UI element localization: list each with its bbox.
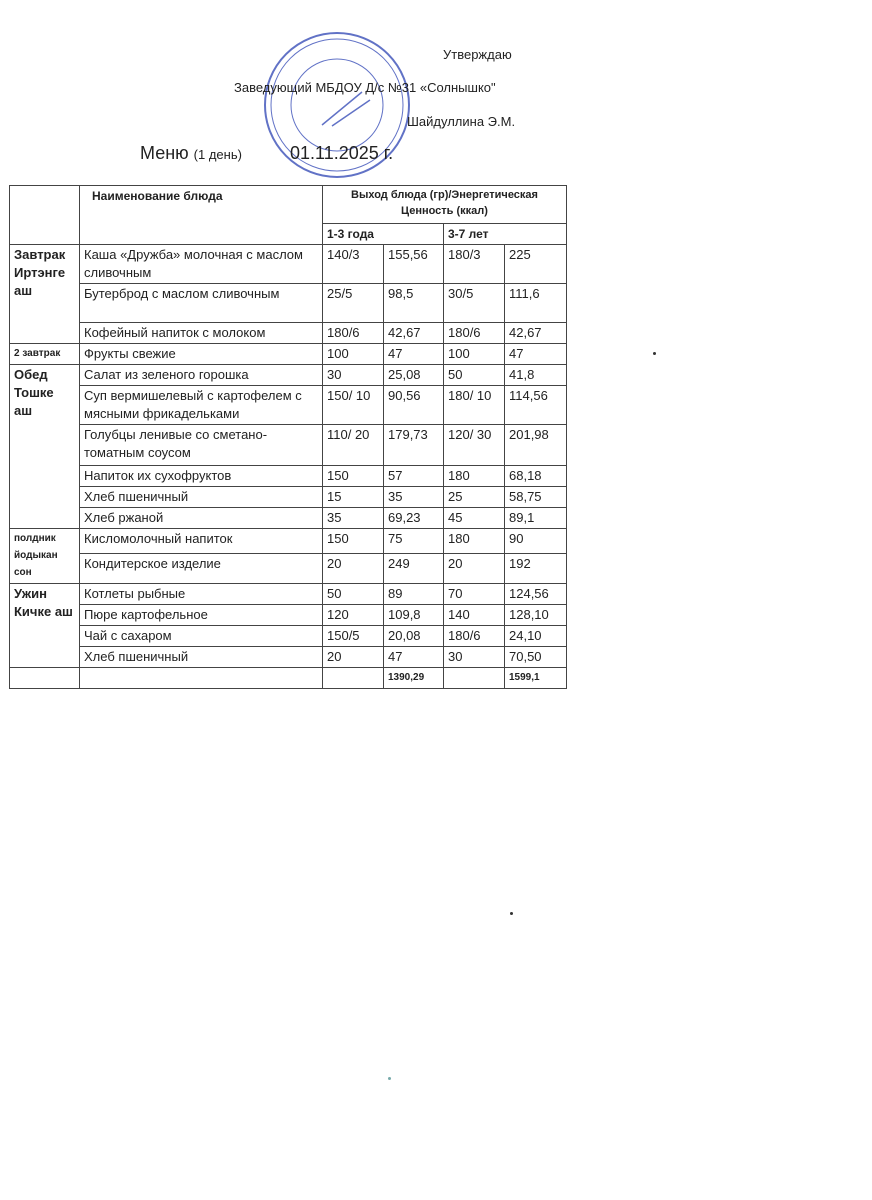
empty-cell <box>323 668 384 689</box>
portion-1-3: 120 <box>323 605 384 626</box>
portion-3-7: 140 <box>444 605 505 626</box>
portion-1-3: 180/6 <box>323 323 384 344</box>
table-row <box>10 466 567 487</box>
kcal-3-7: 42,67 <box>505 323 567 344</box>
kcal-3-7: 124,56 <box>505 584 567 605</box>
portion-1-3: 50 <box>323 584 384 605</box>
table-row <box>10 245 567 284</box>
kcal-1-3: 98,5 <box>384 284 444 323</box>
dish-name: Фрукты свежие <box>80 344 323 365</box>
table-row <box>10 647 567 668</box>
dish-name: Котлеты рыбные <box>80 584 323 605</box>
portion-1-3: 110/ 20 <box>323 425 384 466</box>
kcal-1-3: 179,73 <box>384 425 444 466</box>
column-dish-name: Наименование блюда <box>80 186 323 245</box>
dish-name: Кондитерское изделие <box>80 554 323 584</box>
kcal-1-3: 47 <box>384 647 444 668</box>
dish-name: Чай с сахаром <box>80 626 323 647</box>
kcal-3-7: 41,8 <box>505 365 567 386</box>
kcal-3-7: 111,6 <box>505 284 567 323</box>
portion-3-7: 180/6 <box>444 323 505 344</box>
kcal-1-3: 35 <box>384 487 444 508</box>
kcal-1-3: 89 <box>384 584 444 605</box>
kcal-1-3: 69,23 <box>384 508 444 529</box>
kcal-1-3: 42,67 <box>384 323 444 344</box>
table-row <box>10 386 567 425</box>
portion-1-3: 100 <box>323 344 384 365</box>
empty-cell <box>80 668 323 689</box>
kcal-1-3: 25,08 <box>384 365 444 386</box>
portion-3-7: 180 <box>444 529 505 554</box>
head-name: Шайдуллина Э.М. <box>407 114 516 129</box>
head-position: Заведующий МБДОУ Д/с №31 «Солнышко" <box>234 80 496 95</box>
portion-1-3: 25/5 <box>323 284 384 323</box>
dish-name: Каша «Дружба» молочная с маслом сливочным <box>80 245 323 284</box>
portion-1-3: 20 <box>323 554 384 584</box>
table-row <box>10 425 567 466</box>
portion-3-7: 120/ 30 <box>444 425 505 466</box>
kcal-1-3: 90,56 <box>384 386 444 425</box>
portion-3-7: 30 <box>444 647 505 668</box>
kcal-3-7: 114,56 <box>505 386 567 425</box>
menu-date: 01.11.2025 г. <box>290 143 394 163</box>
portion-1-3: 20 <box>323 647 384 668</box>
meal-name: Обед Тошке аш <box>10 365 80 529</box>
kcal-1-3: 47 <box>384 344 444 365</box>
kcal-3-7: 89,1 <box>505 508 567 529</box>
portion-1-3: 150/5 <box>323 626 384 647</box>
kcal-3-7: 192 <box>505 554 567 584</box>
portion-3-7: 30/5 <box>444 284 505 323</box>
table-row <box>10 508 567 529</box>
portion-1-3: 150/ 10 <box>323 386 384 425</box>
scan-speck <box>653 352 656 355</box>
portion-3-7: 45 <box>444 508 505 529</box>
total-kcal: 1599,1 <box>505 668 567 689</box>
portion-3-7: 20 <box>444 554 505 584</box>
dish-name: Пюре картофельное <box>80 605 323 626</box>
dish-name: Бутерброд с маслом сливочным <box>80 284 323 323</box>
kcal-3-7: 128,10 <box>505 605 567 626</box>
portion-1-3: 30 <box>323 365 384 386</box>
table-row <box>10 584 567 605</box>
portion-3-7: 25 <box>444 487 505 508</box>
approval-label: Утверждаю <box>443 47 512 62</box>
kcal-3-7: 225 <box>505 245 567 284</box>
total-kcal: 1390,29 <box>384 668 444 689</box>
menu-title-text: Меню <box>140 143 189 163</box>
portion-1-3: 150 <box>323 466 384 487</box>
menu-table <box>9 185 567 689</box>
kcal-3-7: 24,10 <box>505 626 567 647</box>
kcal-1-3: 109,8 <box>384 605 444 626</box>
column-output: Выход блюда (гр)/Энергетическая Ценность (ккал) <box>323 186 567 224</box>
scan-speck <box>388 1077 391 1080</box>
column-age-1-3: 1-3 года <box>323 224 444 245</box>
table-row <box>10 605 567 626</box>
portion-3-7: 180/ 10 <box>444 386 505 425</box>
dish-name: Кофейный напиток с молоком <box>80 323 323 344</box>
kcal-1-3: 155,56 <box>384 245 444 284</box>
kcal-1-3: 249 <box>384 554 444 584</box>
dish-name: Хлеб пшеничный <box>80 647 323 668</box>
meal-name: 2 завтрак <box>10 344 80 365</box>
menu-title <box>140 143 242 164</box>
kcal-1-3: 57 <box>384 466 444 487</box>
table-row <box>10 554 567 584</box>
dish-name: Кисломолочный напиток <box>80 529 323 554</box>
meal-name: полдник йодыкан сон <box>10 529 80 584</box>
portion-3-7: 180/6 <box>444 626 505 647</box>
table-row <box>10 365 567 386</box>
dish-name: Напиток их сухофруктов <box>80 466 323 487</box>
meal-name: Завтрак Иртэнге аш <box>10 245 80 344</box>
empty-cell <box>10 668 80 689</box>
kcal-3-7: 68,18 <box>505 466 567 487</box>
dish-name: Хлеб ржаной <box>80 508 323 529</box>
portion-1-3: 140/3 <box>323 245 384 284</box>
total-row <box>10 668 567 689</box>
table-row <box>10 344 567 365</box>
portion-3-7: 180 <box>444 466 505 487</box>
kcal-3-7: 70,50 <box>505 647 567 668</box>
table-row <box>10 487 567 508</box>
table-row <box>10 626 567 647</box>
portion-3-7: 100 <box>444 344 505 365</box>
kcal-3-7: 201,98 <box>505 425 567 466</box>
portion-3-7: 180/3 <box>444 245 505 284</box>
empty-cell <box>444 668 505 689</box>
kcal-3-7: 90 <box>505 529 567 554</box>
portion-1-3: 150 <box>323 529 384 554</box>
dish-name: Хлеб пшеничный <box>80 487 323 508</box>
table-row <box>10 284 567 323</box>
scan-speck <box>510 912 513 915</box>
dish-name: Суп вермишелевый с картофелем с мясными фрикадельками <box>80 386 323 425</box>
dish-name: Голубцы ленивые со сметано-томатным соусом <box>80 425 323 466</box>
portion-1-3: 15 <box>323 487 384 508</box>
kcal-3-7: 47 <box>505 344 567 365</box>
kcal-1-3: 20,08 <box>384 626 444 647</box>
portion-3-7: 50 <box>444 365 505 386</box>
portion-3-7: 70 <box>444 584 505 605</box>
header-empty-cell <box>10 186 80 245</box>
menu-days: (1 день) <box>193 147 242 162</box>
kcal-1-3: 75 <box>384 529 444 554</box>
portion-1-3: 35 <box>323 508 384 529</box>
dish-name: Салат из зеленого горошка <box>80 365 323 386</box>
table-row <box>10 323 567 344</box>
column-age-3-7: 3-7 лет <box>444 224 567 245</box>
kcal-3-7: 58,75 <box>505 487 567 508</box>
meal-name: Ужин Кичке аш <box>10 584 80 668</box>
table-row <box>10 529 567 554</box>
